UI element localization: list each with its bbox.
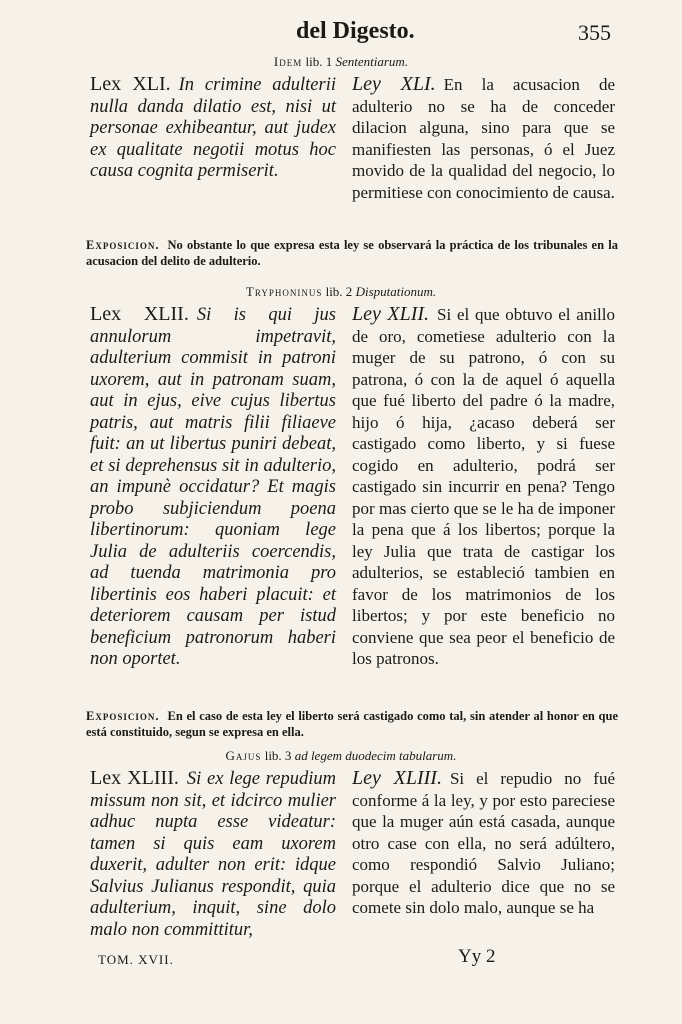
ley-heading: Ley XLI.	[352, 73, 436, 95]
running-title: del Digesto.	[296, 18, 415, 44]
latin-text: Si ex lege repudium missum non sit, et idcirco mulier adhuc nupta esse videatur: tamen si quis eam uxorem duxerit, adulter non erit: idque Salvius Julianus respondit, quia adulterium, inquit, sine dolo malo non committitur,	[90, 769, 336, 940]
exposicion	[86, 708, 618, 740]
latin-text: In crimine adulterii nulla danda dilatio est, nisi ut personae exhibeantur, aut judex ex qualitate negotii motus hoc causa cognita permiserit.	[90, 75, 336, 181]
exposicion-label: Exposicion.	[86, 238, 160, 252]
source-title: Disputationum.	[355, 284, 437, 299]
source-title: ad legem duodecim tabularum.	[294, 748, 457, 763]
latin-text-block	[90, 768, 336, 941]
source-line	[0, 284, 682, 300]
ley-heading: Ley XLIII.	[352, 767, 442, 789]
signature-mark: Yy 2	[458, 946, 496, 967]
source-book: lib. 1	[305, 54, 333, 69]
latin-text: Si is qui jus annulorum impetravit, adulterium commisit in patroni uxorem, aut in patronam suam, aut in ejus, eive cujus libertus patris, aut matris filii filiaeve fuit: an ut libertus puniri debeat, et si deprehensus sit in adulterio, an impunè occidatur? Et magis probo subjiciendum poena libertinorum: quoniam lege Julia de adulteriis coercendis, ad tuenda matrimonia pro libertinis eos haberi placuit: et deteriorem causam per istud beneficium patronorum haberi non oportet.	[90, 305, 336, 669]
page-header	[0, 16, 682, 52]
source-author: Tryphoninus	[245, 284, 323, 299]
source-book: lib. 2	[325, 284, 353, 299]
lex-heading: Lex XLII.	[90, 303, 189, 325]
spanish-text: Si el que obtuvo el anillo de oro, cometiese adulterio con la muger de su patrono, ó con su patrona, ó con la de aquel ó aquella que fué liberto del padre ó la madre, hijo ó hija, ¿acaso deberá ser castigado como liberto, y si fuese cogido en adulterio, podrá ser castigado sin incurrir en pena? Tengo por mas cierto que se le ha de imponer la pena que á los libertos; porque la ley Julia que trata de castigar los adulterios, se estableció tambien en favor de los matrimonios de los libertos; y por este beneficio no conviene que sea peor el beneficio de los patronos.	[352, 305, 615, 668]
source-author: Gajus	[225, 748, 262, 763]
spanish-text-block	[352, 304, 615, 670]
spanish-text: En la acusacion de adulterio no se ha de conceder dilacion alguna, sino para que se manifiesten las personas, ó el Juez movido de la qualidad del negocio, lo permitiese con conocimiento de causa.	[352, 75, 615, 202]
source-line	[0, 54, 682, 70]
source-book: lib. 3	[264, 748, 292, 763]
volume-label: TOM. XVII.	[98, 952, 174, 967]
source-author: Idem	[273, 54, 303, 69]
exposicion	[86, 237, 618, 269]
spanish-text: Si el repudio no fué conforme á la ley, y por esto pareciese que la muger aún está casada, aunque otro case con ella, no será adúltero, como respondió Salvio Juliano; porque el adulterio dice que no se comete sin dolo malo, aunque se ha	[352, 769, 615, 917]
source-line	[0, 748, 682, 764]
latin-text-block	[90, 304, 336, 671]
source-title: Sententiarum.	[335, 54, 409, 69]
lex-heading: Lex XLI.	[90, 73, 171, 95]
page-number: 355	[578, 20, 611, 45]
exposicion-text: En el caso de esta ley el liberto será castigado como tal, sin atender al honor en que está constituido, segun se expresa en ella.	[86, 709, 618, 739]
lex-heading: Lex XLIII.	[90, 767, 179, 789]
spanish-text-block	[352, 74, 615, 203]
exposicion-text: No obstante lo que expresa esta ley se observará la práctica de los tribunales en la acusacion del delito de adulterio.	[86, 238, 618, 268]
ley-heading: Ley XLII.	[352, 303, 430, 325]
latin-text-block	[90, 74, 336, 183]
exposicion-label: Exposicion.	[86, 709, 160, 723]
spanish-text-block	[352, 768, 615, 919]
